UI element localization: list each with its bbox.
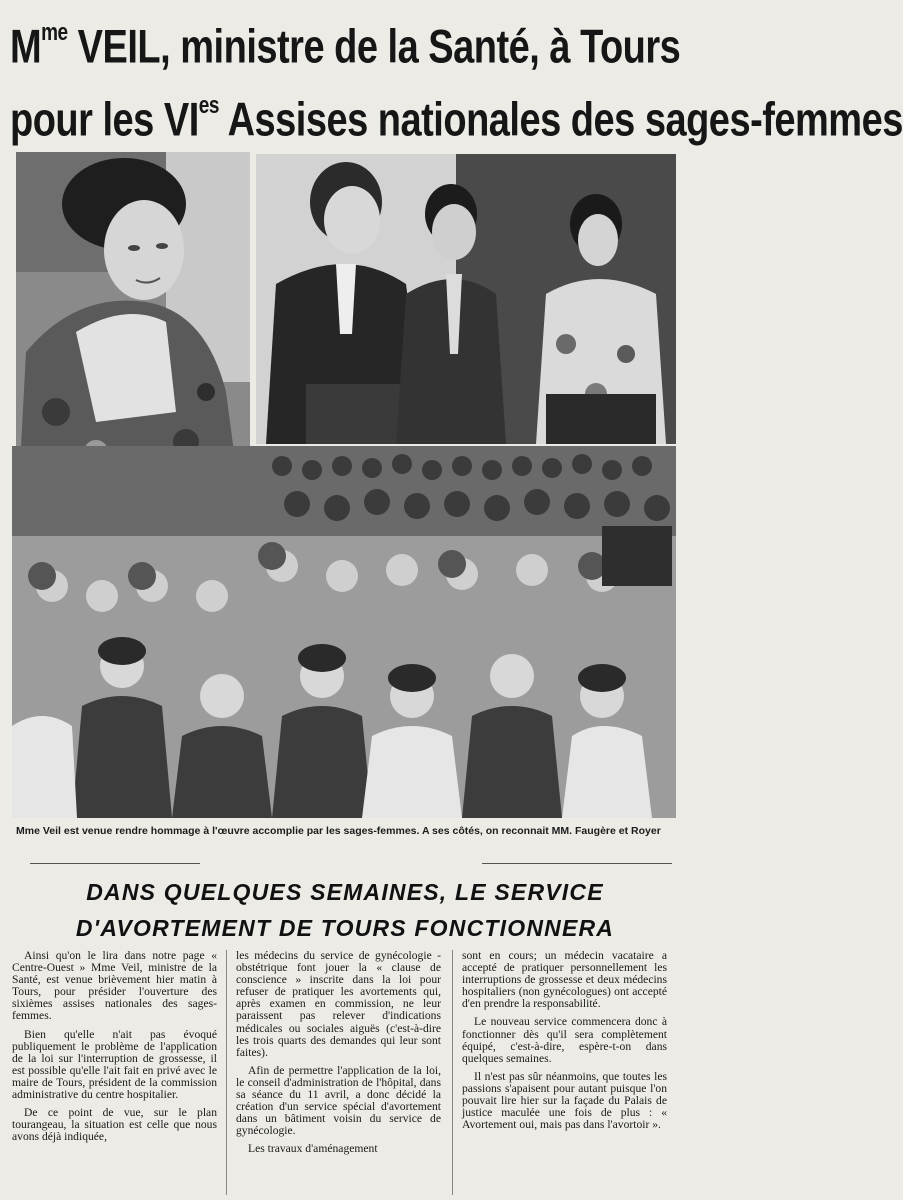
article-column-3	[462, 950, 667, 1200]
subheadline: DANS QUELQUES SEMAINES, LE SERVICE D'AVORTEMENT DE TOURS FONCTIONNERA	[75, 879, 615, 941]
headline-line-1: $M^{me}$ VEIL, ministre de la Santé, à Tours	[10, 19, 681, 74]
column-divider	[452, 950, 453, 1195]
paragraph: Ainsi qu'on le lira dans notre page « Centre-Ouest » Mme Veil, ministre de la Santé, est venue brièvement hier matin à Tours, pour présider l'ouverture des sixièmes assises nationales des sages-femmes.	[12, 949, 217, 1023]
headline-line-2: pour les $VI^{es}$ Assises nationales des sages-femmes	[10, 92, 903, 147]
paragraph: De ce point de vue, sur le plan tourangeau, la situation est celle que nous avons déjà indiquée,	[12, 1106, 217, 1144]
column-divider	[226, 950, 227, 1195]
photo-officials	[256, 154, 676, 444]
paragraph: sont en cours; un médecin vacataire a accepté de pratiquer personnellement les interruptions de grossesse et deux médecins hospitaliers (non gynécologues) ont accepté d'en prendre la responsabilité.	[462, 949, 667, 1011]
article-column-2	[236, 950, 441, 1200]
paragraph: les médecins du service de gynécologie - obstétrique font jouer la « clause de conscience » inscrite dans la loi pour refuser de pratiquer les avortements qui, après examen en commission, ne leur paraissent pas relever d'indications médicales ou sociales aiguës (c'est-à-dire les trois quarts des demandes qui leur sont faites).	[236, 949, 441, 1059]
divider-left	[30, 863, 200, 864]
divider-right	[482, 863, 672, 864]
paragraph: Bien qu'elle n'ait pas évoqué publiquement le problème de l'application de la loi sur l'interruption de grossesse, il est possible qu'elle l'ait fait en privé avec le maire de Tours, président de la commission administrative du centre hospitalier.	[12, 1027, 217, 1102]
paragraph: Les travaux d'aménagement	[248, 1142, 378, 1156]
headline	[10, 6, 903, 148]
paragraph: Il n'est pas sûr néanmoins, que toutes les passions s'apaisent pour autant puisque l'on pouvait lire hier sur la façade du Palais de justice maculée une fois de plus : « Avortement oui, mais pas dans l'avortoir ».	[462, 1069, 667, 1132]
photo-audience	[12, 446, 676, 818]
photo-caption: Mme Veil est venue rendre hommage à l'œuvre accomplie par les sages-femmes. A ses côtés, on reconnait MM. Faugère et Royer	[16, 825, 661, 837]
article-column-1	[12, 950, 217, 1200]
paragraph: Afin de permettre l'application de la loi, le conseil d'administration de l'hôpital, dans sa séance du 11 avril, a donc décidé la création d'un service spécial d'avortement dans un bâtiment voisin du service de gynécologie.	[236, 1063, 441, 1138]
paragraph: Le nouveau service commencera donc à fonctionner dès qu'il sera complètement équipé, c'est-à-dire, espère-t-on dans quelques semaines.	[462, 1015, 667, 1065]
